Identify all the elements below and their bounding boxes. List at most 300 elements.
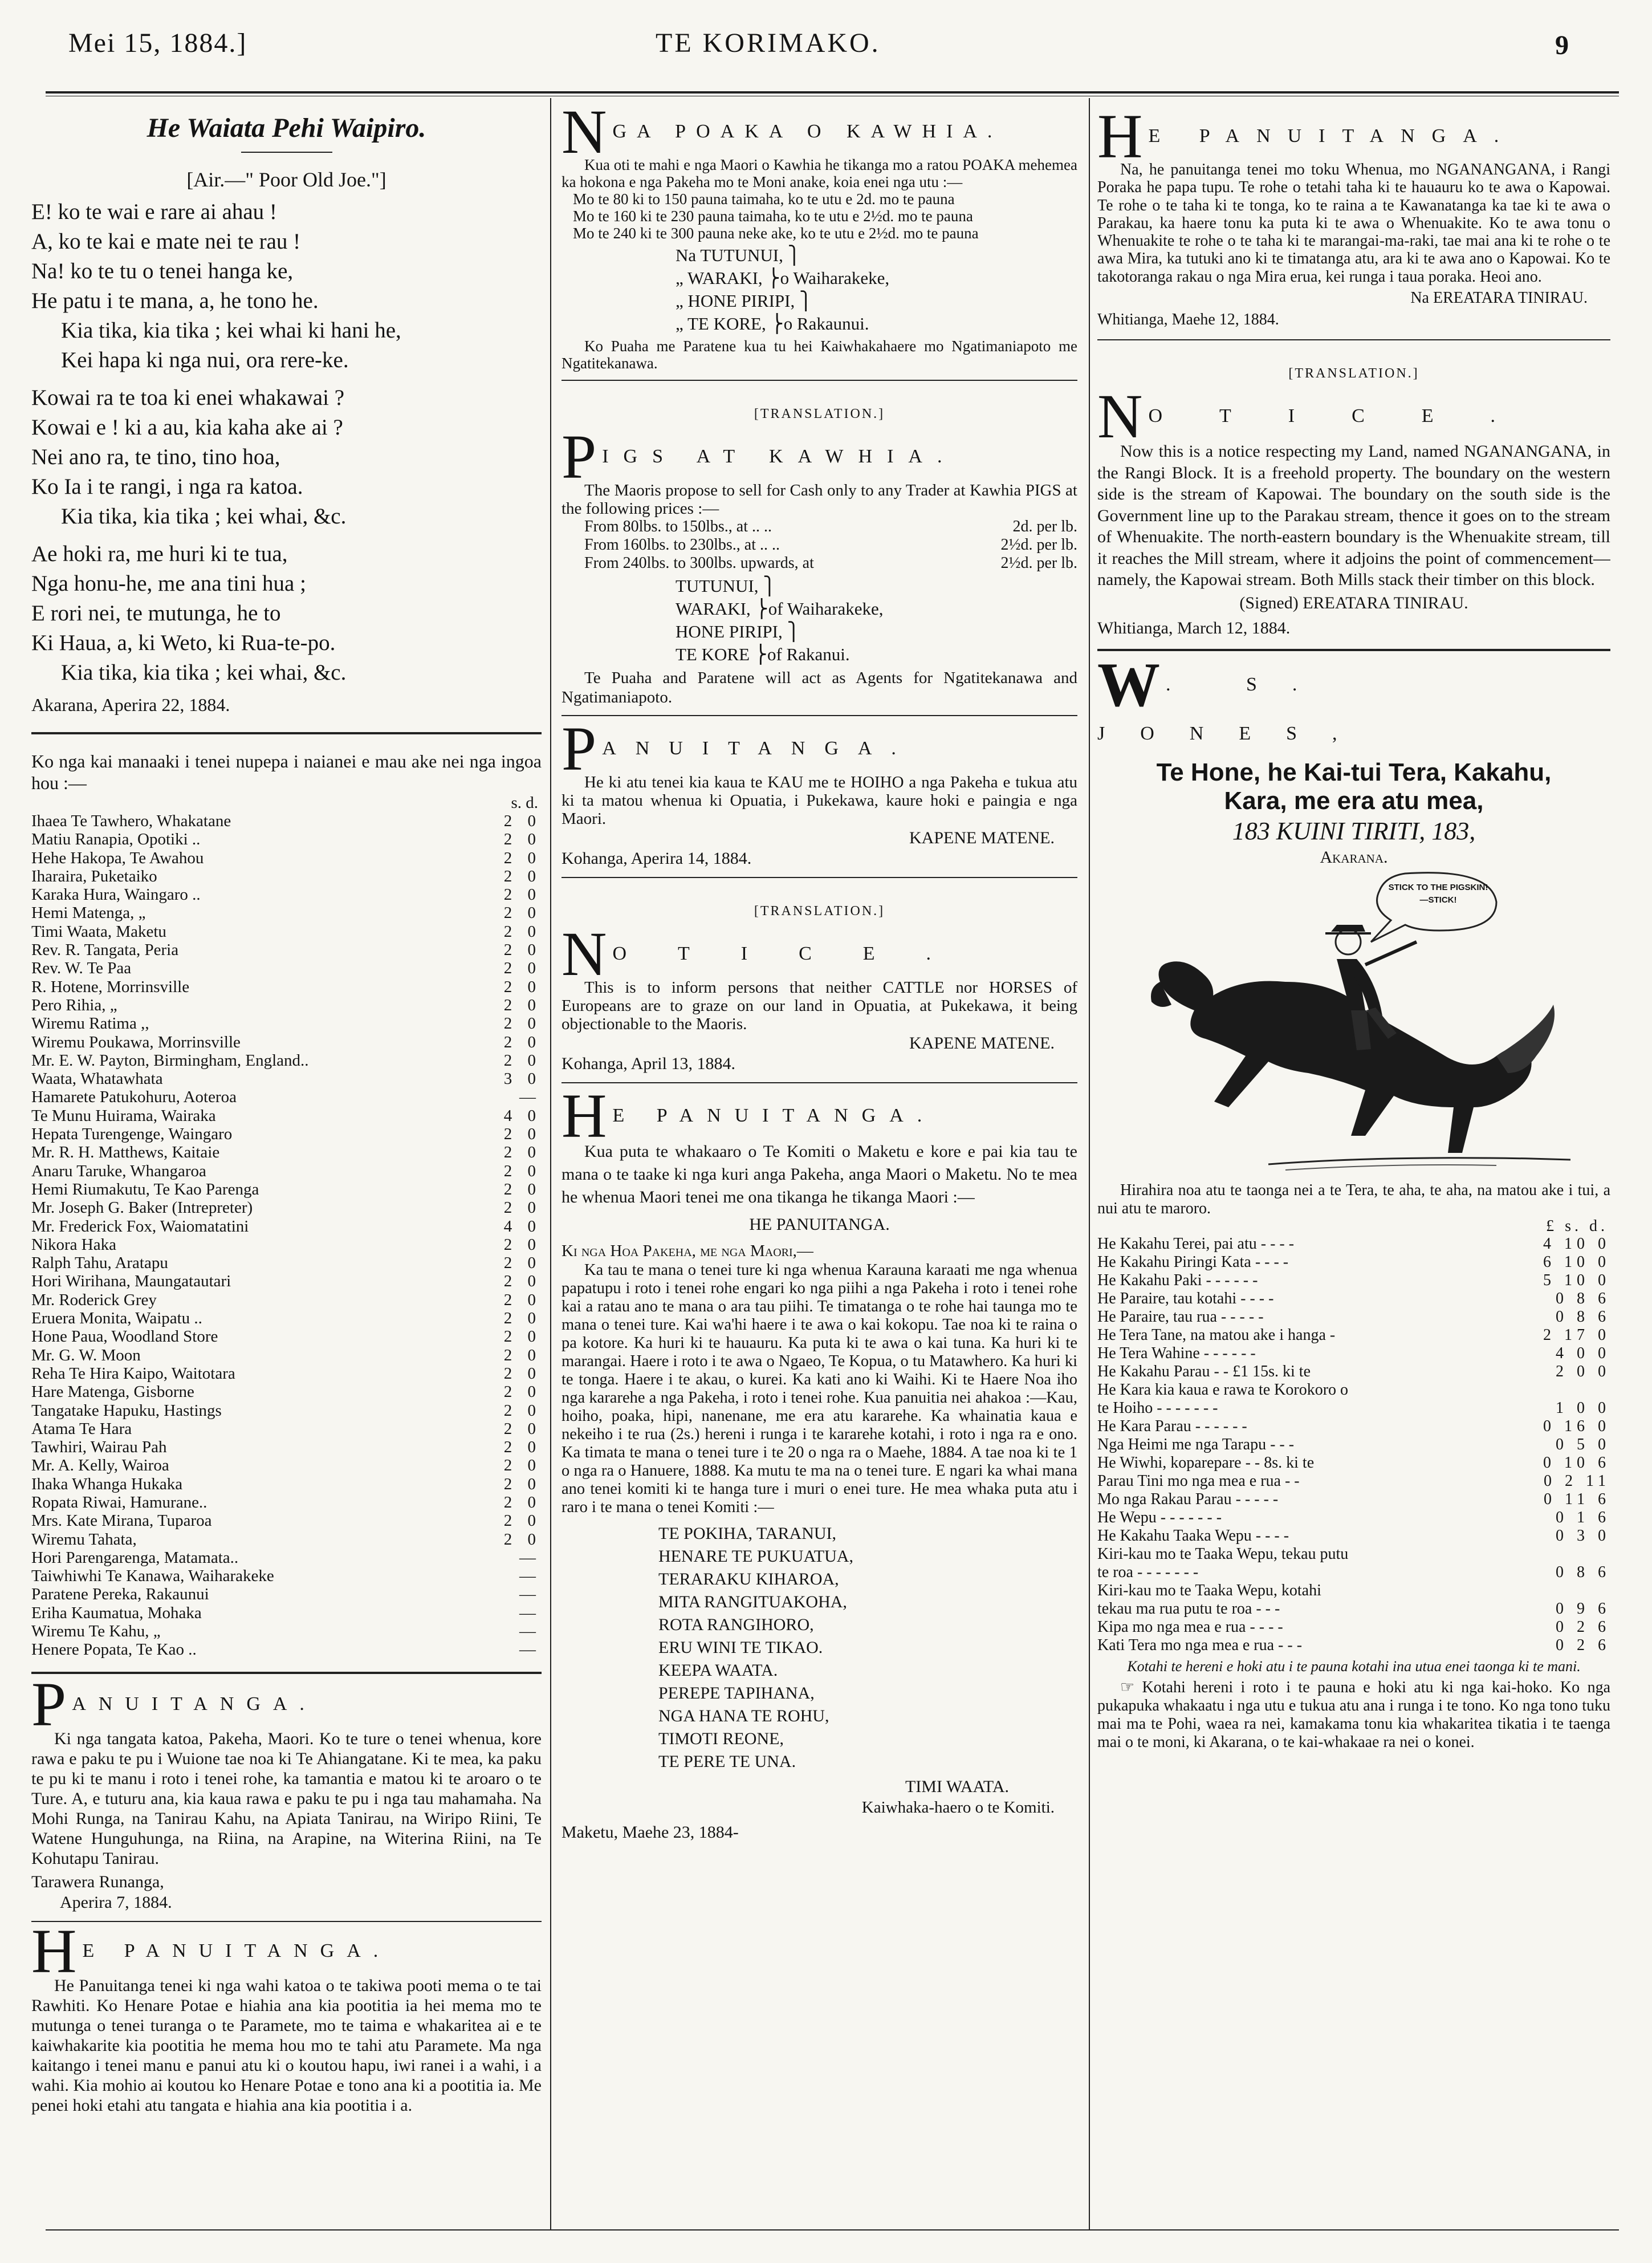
- item-name: He Kara kia kaua e rawa te Korokoro o: [1097, 1380, 1349, 1399]
- item-price: [1525, 1381, 1610, 1399]
- subscriber-amount: 4 0: [503, 1106, 542, 1125]
- committee-member: NGA HANA TE ROHU,: [658, 1707, 829, 1725]
- subscriber-amount: 2 0: [503, 977, 542, 996]
- item-price: 0 5 0: [1556, 1435, 1610, 1453]
- issue-date: Mei 15, 1884.]: [68, 28, 247, 58]
- section-rule: [1097, 649, 1610, 651]
- section-heading: E PANUITANGA.: [612, 1105, 936, 1126]
- subscriber-amount: 2 0: [503, 1493, 542, 1512]
- subscriber-name: Paratene Pereka, Rakaunui: [31, 1585, 209, 1604]
- item-price: 0 16 0: [1543, 1417, 1610, 1435]
- price-row: [1097, 1363, 1610, 1381]
- drop-cap: N: [561, 919, 607, 989]
- subscriber-name: Eruera Monita, Waipatu ..: [31, 1309, 202, 1328]
- item-name: tekau ma rua putu te roa - - -: [1097, 1599, 1280, 1618]
- subscriber-row: [31, 1272, 542, 1290]
- subscriber-amount: 2 0: [503, 1309, 542, 1328]
- drop-cap: P: [31, 1679, 67, 1739]
- price-row: [1097, 1308, 1610, 1326]
- item-name: He Kakahu Taaka Wepu - - - -: [1097, 1526, 1289, 1545]
- komiti-signature-title: Kaiwhaka-haero o te Komiti.: [861, 1798, 1055, 1817]
- price-rate-row: [584, 554, 1077, 572]
- subscriber-row: [31, 1346, 542, 1364]
- price-row: [1097, 1509, 1610, 1527]
- item-price: 0 2 6: [1556, 1636, 1610, 1654]
- section-rule: [1097, 339, 1610, 340]
- poem-line: Kia tika, kia tika ; kei whai ki hani he,: [61, 318, 401, 343]
- item-price: 5 10 0: [1543, 1271, 1610, 1289]
- subscriber-row: [31, 978, 542, 996]
- price-row: [1097, 1454, 1610, 1472]
- subscriber-name: Rev. R. Tangata, Peria: [31, 941, 179, 960]
- rate-range: From 240lbs. to 300lbs. upwards, at: [584, 554, 814, 572]
- committee-member: TE POKIHA, TARANUI,: [658, 1524, 837, 1543]
- subscriber-amount: 2 0: [503, 1033, 542, 1051]
- notice-date: Whitianga, March 12, 1884.: [1097, 618, 1291, 637]
- subscriber-row: [31, 1088, 542, 1106]
- item-name: He Kakahu Parau - - £1 15s. ki te: [1097, 1362, 1311, 1380]
- subscriber-row: [31, 1051, 542, 1070]
- subscriber-name: Hepata Turengenge, Waingaro: [31, 1125, 233, 1144]
- subscriber-name: Wiremu Poukawa, Morrinsville: [31, 1033, 241, 1051]
- item-name: He Kakahu Piringi Kata - - - -: [1097, 1253, 1289, 1271]
- item-name: He Tera Tane, na matou ake i hanga -: [1097, 1326, 1336, 1344]
- subscriber-name: Nikora Haka: [31, 1235, 116, 1254]
- committee-member: ROTA RANGIHORO,: [658, 1615, 814, 1634]
- subscriber-name: Tangatake Hapuku, Hastings: [31, 1401, 222, 1420]
- subscriber-amount: 2 0: [503, 830, 542, 849]
- subscriber-row: [31, 1033, 542, 1051]
- item-name: He Wiwhi, koparepare - - 8s. ki te: [1097, 1453, 1315, 1472]
- price-row: [1097, 1344, 1610, 1363]
- subscriber-row: [31, 1585, 542, 1603]
- title-rule: [241, 152, 332, 153]
- masthead-rule: [46, 91, 1619, 94]
- subscriber-row: [31, 1512, 542, 1530]
- subscriber-name: Wiremu Te Kahu, „: [31, 1622, 161, 1641]
- item-name: Kiri-kau mo te Taaka Wepu, kotahi: [1097, 1581, 1321, 1599]
- poem-line: Nei ano ra, te tino, tino hoa,: [31, 445, 280, 469]
- committee-member: KEEPA WAATA.: [658, 1661, 778, 1680]
- subscriber-row: [31, 1475, 542, 1493]
- signatory-line: WARAKI, ⎬of Waiharakeke,: [676, 599, 884, 619]
- subscriber-amount: 2 0: [503, 922, 542, 941]
- page-bottom-rule: [46, 2229, 1619, 2231]
- waiata-verses: [31, 197, 542, 688]
- rate-price: 2½d. per lb.: [1000, 536, 1077, 554]
- poem-line: E! ko te wai e rare ai ahau !: [31, 200, 277, 224]
- rate-line: Mo te 80 ki to 150 pauna taimaha, ko te utu e 2d. mo te pauna: [573, 190, 955, 208]
- section-heading: OTICE.: [1148, 405, 1553, 427]
- section-heading: ANUITANGA.: [72, 1693, 317, 1714]
- poaka-agents: Ko Puaha me Paratene kua tu hei Kaiwhakahaere mo Ngatimaniapoto me Ngatitekanawa.: [561, 338, 1077, 372]
- item-name: Parau Tini mo nga mea e rua - -: [1097, 1472, 1300, 1490]
- panui-left-2: [31, 1927, 542, 2115]
- price-row: [1097, 1472, 1610, 1490]
- item-price: 6 10 0: [1543, 1253, 1610, 1271]
- item-price: 0 8 6: [1556, 1307, 1610, 1326]
- subscriber-row: [31, 1401, 542, 1420]
- poaka-body: Kua oti te mahi e nga Maori o Kawhia he tikanga mo a ratou POAKA mehemea ka hokona e nga Pakeha mo te Moni anake, koia enei nga utu :—: [561, 156, 1077, 190]
- rate-line: Mo te 160 ki te 230 pauna taimaha, ko te utu e 2½d. mo te pauna: [573, 208, 973, 225]
- subscriber-amount: —: [519, 1622, 542, 1641]
- panui-signature: KAPENE MATENE.: [909, 828, 1055, 847]
- pigs-notice: [561, 389, 1077, 707]
- subscriber-amount: 2 0: [503, 1051, 542, 1070]
- panui-middle: [561, 724, 1077, 869]
- jones-line-2: Kara, me era atu mea,: [1224, 786, 1484, 815]
- panui-body: Ki nga tangata katoa, Pakeha, Maori. Ko te ture o tenei whenua, kore rawa e paku te pu i Wuione tae noa ki Te Ahiangatane. Ki te mea, ka paku te pu ki te manu i roto i tenei rohe, ka tamantia e matou ki te aroaro o te Ture. A, e tuturu ana, kia kaua rawa e paku te pu i nga tau mahamaha. Na Mohi Runga, na Tanirau Kahu, na Apiata Tanirau, na Wiripo Riini, Te Watene Hunguhunga, na Riina, na Arapine, na Witerina Riini, na Te Kohutapu Tanirau.: [31, 1729, 542, 1868]
- committee-member: TIMOTI REONE,: [658, 1729, 784, 1748]
- poaka-rates: [561, 190, 1077, 242]
- subscriber-amount: 2 0: [503, 1401, 542, 1420]
- committee-member: TE PERE TE UNA.: [658, 1752, 796, 1771]
- subscriber-name: Mr. Joseph G. Baker (Intrepreter): [31, 1198, 253, 1217]
- subscriber-row: [31, 1143, 542, 1161]
- item-name: Mo nga Rakau Parau - - - - -: [1097, 1490, 1279, 1508]
- item-name: He Tera Wahine - - - - - -: [1097, 1344, 1256, 1362]
- subscriber-amount: 2 0: [503, 1383, 542, 1401]
- subscriber-name: Iharaira, Puketaiko: [31, 867, 157, 885]
- section-heading: E PANUITANGA.: [82, 1940, 391, 1961]
- subscriber-name: Ralph Tahu, Aratapu: [31, 1254, 168, 1273]
- subscriber-amount: 2 0: [503, 904, 542, 923]
- subscriber-row: [31, 1198, 542, 1217]
- item-price: 0 2 6: [1556, 1618, 1610, 1636]
- subscriber-amount: 2 0: [503, 1530, 542, 1549]
- panui-body: He ki atu tenei kia kaua te KAU me te HOIHO a nga Pakeha e tukua atu ki ta matou whenua ki Opuatia, i Pukekawa, kaure hoki e paingia e nga Maori.: [561, 773, 1077, 828]
- panui-date: Whitianga, Maehe 12, 1884.: [1097, 311, 1279, 329]
- price-row: [1097, 1290, 1610, 1308]
- signatory-line: „ HONE PIRIPI, ⎫: [676, 291, 813, 311]
- price-header: £ s. d.: [1546, 1217, 1608, 1235]
- subscriber-amount: 2 0: [503, 1254, 542, 1273]
- subscriber-row: [31, 1254, 542, 1272]
- item-name: He Paraire, tau rua - - - - -: [1097, 1307, 1264, 1326]
- subscriber-row: [31, 1180, 542, 1198]
- subscriber-name: Henere Popata, Te Kao ..: [31, 1640, 197, 1659]
- item-price: 4 10 0: [1543, 1234, 1610, 1253]
- price-row: [1097, 1436, 1610, 1454]
- subscriber-row: [31, 1162, 542, 1180]
- subscriber-amount: 3 0: [503, 1070, 542, 1088]
- subscriber-name: Rev. W. Te Paa: [31, 959, 132, 978]
- subscriber-name: Wiremu Tahata,: [31, 1530, 137, 1549]
- subscriber-amount: 2 0: [503, 1346, 542, 1364]
- subscriber-name: Mr. Frederick Fox, Waiomatatini: [31, 1217, 249, 1236]
- subscriber-amount: —: [519, 1585, 542, 1604]
- section-rule: [31, 1672, 542, 1674]
- signatory-line: „ WARAKI, ⎬o Waiharakeke,: [676, 268, 890, 288]
- subscriber-row: [31, 812, 542, 830]
- subscriber-amount: 2 0: [503, 867, 542, 885]
- subscriber-name: Mr. Roderick Grey: [31, 1290, 157, 1309]
- drop-cap: P: [561, 724, 597, 783]
- price-row: [1097, 1271, 1610, 1290]
- price-row: [1097, 1618, 1610, 1636]
- subscriber-name: Tawhiri, Wairau Pah: [31, 1438, 167, 1457]
- poem-line: Nga honu-he, me ana tini hua ;: [31, 571, 306, 596]
- panui-body: Na, he panuitanga tenei mo toku Whenua, mo NGANANGANA, i Rangi Poraka he papa tupu. Te rohe o tetahi taha ki te hauauru ko te awa o Kapowai. Te rohe o te taha ki te tonga, ko te raina a te Kawanatanga ka tae ki te awa o Parakau, ka haere tonu ka puta ki te awa o Whenuakite. Ko te awa tonu o Whenuakite te rohe o te taha ki te marangai-ma-raki, tae mai ana ki te rohe o te awa Mira, ka tutuki ano ki te timatanga atu, ara ki te awa ano o Kapowai. Ko te takotoranga rakau o nga Mira erua, kei runga i taua poraka. Heoi ano.: [1097, 161, 1610, 286]
- subscriber-name: Eriha Kaumatua, Mohaka: [31, 1603, 202, 1622]
- item-name: He Kakahu Terei, pai atu - - - -: [1097, 1234, 1295, 1253]
- price-row: [1097, 1600, 1610, 1618]
- subscriber-name: Matiu Ranapia, Opotiki ..: [31, 830, 201, 849]
- subscribers-list: [31, 812, 542, 1659]
- item-price: 0 1 6: [1556, 1508, 1610, 1526]
- waiata-title: He Waiata Pehi Waipiro.: [147, 113, 426, 143]
- section-heading: GA POAKA O KAWHIA.: [612, 121, 1003, 142]
- item-name: He Paraire, tau kotahi - - - -: [1097, 1289, 1274, 1307]
- item-price: 0 11 6: [1544, 1490, 1610, 1508]
- column-middle: [561, 107, 1077, 1843]
- subscriber-amount: 4 0: [503, 1217, 542, 1236]
- item-name: He Kakahu Paki - - - - - -: [1097, 1271, 1258, 1289]
- item-price: 0 9 6: [1556, 1599, 1610, 1618]
- signatory-line: Na TUTUNUI, ⎫: [676, 245, 801, 265]
- subscriber-row: [31, 1420, 542, 1438]
- rate-range: From 160lbs. to 230lbs., at .. ..: [584, 536, 780, 554]
- subscriber-name: Mr. E. W. Payton, Birmingham, England..: [31, 1051, 309, 1070]
- price-row: [1097, 1490, 1610, 1509]
- waiata-air: [Air.—" Poor Old Joe."]: [186, 168, 386, 191]
- notice-middle: [561, 886, 1077, 1074]
- subscriber-amount: —: [519, 1088, 542, 1107]
- subscriber-row: [31, 1291, 542, 1309]
- subscriber-row: [31, 1309, 542, 1327]
- subscriber-amount: 2 0: [503, 1456, 542, 1475]
- section-heading: OTICE.: [612, 943, 983, 964]
- subscriber-name: Hori Wirihana, Maungatautari: [31, 1272, 231, 1291]
- subscriber-row: [31, 1530, 542, 1549]
- section-rule: [31, 732, 542, 734]
- signatory-line: HONE PIRIPI, ⎫: [676, 621, 800, 641]
- item-price: [1525, 1582, 1610, 1600]
- subscriber-name: Timi Waata, Maketu: [31, 922, 166, 941]
- notice-right: [1097, 348, 1610, 641]
- translation-label: [TRANSLATION.]: [754, 407, 885, 421]
- komiti-signature: TIMI WAATA.: [905, 1777, 1009, 1796]
- subscriber-amount: 2 0: [503, 1143, 542, 1162]
- section-heading: . S. JONES,: [1097, 673, 1373, 744]
- item-price: [1525, 1545, 1610, 1563]
- jones-city: Akarana.: [1320, 847, 1388, 867]
- panui-place: Tarawera Runanga,: [31, 1872, 164, 1891]
- notice-body: Now this is a notice respecting my Land, named NGANANGANA, in the Rangi Block. It is a freehold property. The boundary on the western side is the stream of Kapowai. The boundary on the south side is the Government line up to the Parakau stream, thence it goes on to the stream of Whenuakite. The north-eastern boundary is the Whenuakite stream, till it reaches the Mill stream, where it adjoins the point of commencement—namely, the Kapowai stream. Both Mills stack their timber on this block.: [1097, 442, 1610, 590]
- subscriber-name: Hehe Hakopa, Te Awahou: [31, 848, 204, 867]
- subscriber-name: Hamarete Patukohuru, Aoteroa: [31, 1088, 237, 1107]
- subscriber-name: Hori Parengarenga, Matamata..: [31, 1548, 239, 1567]
- drop-cap: H: [31, 1926, 77, 1986]
- drop-cap: H: [561, 1091, 607, 1151]
- subscribers-intro: Ko nga kai manaaki i tenei nupepa i naianei e mau ake nei nga ingoa hou :—: [31, 751, 542, 793]
- poaka-notice: [561, 107, 1077, 372]
- subscriber-row: [31, 1549, 542, 1567]
- item-price: 0 8 6: [1556, 1289, 1610, 1307]
- subscriber-name: Mrs. Kate Mirana, Tuparoa: [31, 1512, 212, 1530]
- subscriber-amount: 2 0: [503, 1272, 542, 1291]
- item-price: 0 2 11: [1544, 1472, 1610, 1490]
- subscriber-amount: 2 0: [503, 1014, 542, 1033]
- committee-member: HENARE TE PUKUATUA,: [658, 1547, 853, 1566]
- column-left: [31, 108, 542, 2115]
- subscriber-amount: 2 0: [503, 1474, 542, 1493]
- item-name: He Wepu - - - - - - -: [1097, 1508, 1222, 1526]
- poem-line: Ae hoki ra, me huri ki te tua,: [31, 542, 288, 566]
- drop-cap: H: [1097, 112, 1143, 171]
- subscriber-row: [31, 1383, 542, 1401]
- poem-line: Kia tika, kia tika ; kei whai, &c.: [61, 504, 347, 529]
- subscriber-name: Mr. R. H. Matthews, Kaitaie: [31, 1143, 220, 1162]
- item-name: te roa - - - - - - -: [1097, 1563, 1199, 1581]
- section-rule: [561, 877, 1077, 878]
- subscriber-name: Hare Matenga, Gisborne: [31, 1383, 194, 1401]
- subscriber-name: Te Munu Huirama, Wairaka: [31, 1106, 216, 1125]
- committee-member: MITA RANGITUAKOHA,: [658, 1592, 847, 1611]
- drop-cap: P: [561, 422, 597, 491]
- poaka-names: [561, 244, 1077, 335]
- item-price: 2 17 0: [1543, 1326, 1610, 1344]
- item-name: Kati Tera mo nga mea e rua - - -: [1097, 1636, 1303, 1654]
- price-row: [1097, 1253, 1610, 1271]
- committee-member: PEREPE TAPIHANA,: [658, 1684, 815, 1703]
- subscriber-row: [31, 1107, 542, 1125]
- committee-member: TERARAKU KIHAROA,: [658, 1570, 839, 1588]
- subscriber-name: Pero Rihia, „: [31, 996, 117, 1014]
- jones-note: Kotahi te hereni e hoki atu i te pauna kotahi ina utua enei taonga ki te mani.: [1127, 1657, 1581, 1675]
- poem-line: A, ko te kai e mate nei te rau !: [31, 229, 301, 254]
- subscriber-amount: 2 0: [503, 1419, 542, 1438]
- pigs-rates: [561, 518, 1077, 572]
- price-row: [1097, 1417, 1610, 1436]
- komiti-date: Maketu, Maehe 23, 1884-: [561, 1823, 739, 1842]
- pigs-names: [561, 575, 1077, 666]
- section-rule: [561, 1082, 1077, 1083]
- subscriber-row: [31, 1604, 542, 1622]
- pigs-body: The Maoris propose to sell for Cash only to any Trader at Kawhia PIGS at the following prices :—: [561, 481, 1077, 518]
- subscriber-amount: 2 0: [503, 1327, 542, 1346]
- komiti-notice: [561, 1091, 1077, 1843]
- subscriber-row: [31, 1236, 542, 1254]
- subscriber-amount: 2 0: [503, 959, 542, 978]
- subscriber-amount: 2 0: [503, 1161, 542, 1180]
- poem-line: Kia tika, kia tika ; kei whai, &c.: [61, 660, 347, 685]
- price-list: [1097, 1235, 1610, 1655]
- section-heading: IGS AT KAWHIA.: [602, 446, 957, 467]
- poem-line: He patu i te mana, a, he tono he.: [31, 289, 319, 313]
- item-name: Kiri-kau mo te Taaka Wepu, tekau putu: [1097, 1545, 1349, 1563]
- bucking-horse-illustration: [1097, 868, 1610, 1181]
- subscriber-row: [31, 1493, 542, 1512]
- jones-footer: ☞ Kotahi hereni i roto i te pauna e hoki atu ki nga kai-hoko. Ko nga pukapuka whakaatu i nga utu e tukua atu ana i runga i te tono. Ko nga tono tuku mai ma te Pohi, waea ra nei, kamakama tonu kia whakaritea tikatia i te taenga mai o te moni, ki Akarana, o te kai-whakaae ra nei o konei.: [1097, 1678, 1610, 1751]
- poem-line: E rori nei, te mutunga, he to: [31, 601, 281, 625]
- item-price: 1 0 0: [1556, 1399, 1610, 1417]
- subscriber-row: [31, 1217, 542, 1236]
- translation-label: [TRANSLATION.]: [754, 904, 885, 919]
- section-rule: [561, 380, 1077, 381]
- panui-left-1: [31, 1680, 542, 1913]
- subscriber-amount: —: [519, 1603, 542, 1622]
- komiti-body2: Ka tau te mana o tenei ture ki nga whenua Karauna karaati me nga whenua papatupu i roto i tenei rohe engari ko nga piihi a nga Pakeha i roto i tenei rohe kai a ratau ano te mana o ara tau piihi. Te timatanga o te rohe hai taunga mo te mana o tenei ture. Kai wa'hi haere i te awa o kai kokopu. Tae noa ki te raina o pa kotore. Ka huri ki te hauauru. Ka puta ki te awa o kai tuna. Ka huri ki te marangai. Haere i roto i te awa o Ngaeo, Te Kopua, o tu Matawhero. Ka huri ki te tonga. Haere i te akau, o kurei. Ka kati ano ki Waihi. Ki te Haere Noa iho nga kararehe a nga Pakeha, i roto i tenei rohe. Kua panuitia nei ahakoa :—Kau, hoiho, poaka, hipi, nanenane, me era atu kararehe. Ka whainatia kaua e nekeiho i te rua (2s.) hereni i runga i te kararehe kotahi, i roto i nga ra e ono. Ka timata te mana o tenei ture i te 20 o nga ra o Maehe, 1884. A tae noa ki te 1 o nga ra o Hanuere, 1888. Ka mutu te ma na o tenei ture. E ngari ka whai mana ano tenei komiti ki te hanga ture i muri o enei ture. He mea whaka puta atu i raro i te mana o tenei Komiti :—: [561, 1261, 1077, 1516]
- subscriber-amount: 2 0: [503, 1290, 542, 1309]
- signatory-line: „ TE KORE, ⎬o Rakaunui.: [676, 314, 869, 334]
- subscriber-name: Mr. G. W. Moon: [31, 1346, 141, 1364]
- subscriber-row: [31, 1456, 542, 1474]
- subscriber-row: [31, 904, 542, 922]
- subscriber-name: Taiwhiwhi Te Kanawa, Waiharakeke: [31, 1567, 274, 1586]
- signatory-line: TUTUNUI, ⎫: [676, 576, 776, 596]
- subscriber-row: [31, 830, 542, 848]
- subscriber-amount: 2 0: [503, 885, 542, 904]
- subscriber-amount: 2 0: [503, 1512, 542, 1530]
- waiata-signoff: Akarana, Aperira 22, 1884.: [31, 694, 230, 715]
- rate-line: Mo te 240 ki te 300 pauna neke ake, ko te utu e 2½d. mo te pauna: [573, 225, 979, 242]
- panui-body: He Panuitanga tenei ki nga wahi katoa o te takiwa pooti mema o te tai Rawhiti. Ko Henare Potae e hiahia ana kia pootitia ia hei mema mo te mutunga o tenei turanga o te Paramete, mo te taima e whakaritea ai e te kaiwhakarite kia pootitia he mema hou mo te tahi atu Paramete. Ma nga kaitango i tenei manu e panui atu ki o koutou hapu, iwi ranei i a wahi, i a wahi. Kia mohio ai koutou ko Henare Potae e tono ana ki a pootitia ia. Me penei hoki etahi atu tangata e hiahia ana kia pootitia i a.: [31, 1976, 542, 2115]
- drop-cap: N: [561, 107, 607, 166]
- subscriber-row: [31, 885, 542, 904]
- subscriber-amount: 2 0: [503, 996, 542, 1014]
- price-row: [1097, 1636, 1610, 1655]
- poem-line: Kowai ra te toa ki enei whakawai ?: [31, 385, 345, 410]
- jones-advertisement: [1097, 660, 1610, 1752]
- item-name: Nga Heimi me nga Tarapu - - -: [1097, 1435, 1295, 1453]
- komiti-greeting: Ki nga Hoa Pakeha, me nga Maori,—: [561, 1242, 813, 1260]
- subscriber-name: Reha Te Hira Kaipo, Waitotara: [31, 1364, 235, 1383]
- subscriber-amount: 2 0: [503, 848, 542, 867]
- subscriber-name: Hone Paua, Woodland Store: [31, 1327, 218, 1346]
- item-name: Kipa mo nga mea e rua - - - -: [1097, 1618, 1283, 1636]
- subscribers-header: s. d.: [511, 794, 538, 812]
- pigs-agents: Te Puaha and Paratene will act as Agents for Ngatitekanawa and Ngatimaniapoto.: [561, 669, 1077, 706]
- item-name: te Hoiho - - - - - - -: [1097, 1399, 1218, 1417]
- jones-line-1: Te Hone, he Kai-tui Tera, Kakahu,: [1156, 758, 1552, 786]
- panui-right: [1097, 112, 1610, 331]
- price-rate-row: [584, 518, 1077, 536]
- subscriber-name: Ihaka Whanga Hukaka: [31, 1474, 183, 1493]
- panui-signature: Na EREATARA TINIRAU.: [1410, 289, 1588, 307]
- drop-cap: W: [1097, 660, 1160, 720]
- poem-line: Na! ko te tu o tenei hanga ke,: [31, 259, 294, 283]
- price-row: [1097, 1235, 1610, 1253]
- poem-line: Ki Haua, a, ki Weto, ki Rua-te-po.: [31, 631, 336, 655]
- price-row: [1097, 1527, 1610, 1545]
- panui-date: Aperira 7, 1884.: [60, 1892, 172, 1912]
- price-rate-row: [584, 536, 1077, 554]
- komiti-body: Kua puta te whakaaro o Te Komiti o Maketu e kore e pai kia tau te mana o te taake ki nga kuri anga Pakeha, anga Maori o Maketu. No te mea he whenua Maori tenei me ona tikanga he tikanga Maori :—: [561, 1142, 1077, 1206]
- subscriber-name: Waata, Whatawhata: [31, 1070, 163, 1088]
- subscriber-name: R. Hotene, Morrinsville: [31, 977, 190, 996]
- subscriber-row: [31, 1327, 542, 1346]
- subscriber-name: Karaka Hura, Waingaro ..: [31, 885, 201, 904]
- drop-cap: N: [1097, 381, 1143, 452]
- subscriber-row: [31, 1364, 542, 1383]
- page-number: 9: [1555, 30, 1570, 60]
- subscriber-row: [31, 1640, 542, 1659]
- subscriber-amount: —: [519, 1548, 542, 1567]
- subscriber-name: Anaru Taruke, Whangaroa: [31, 1161, 206, 1180]
- subscriber-name: Ihaea Te Tawhero, Whakatane: [31, 812, 231, 830]
- price-row: [1097, 1381, 1610, 1399]
- signatory-line: TE KORE ⎬of Rakanui.: [676, 644, 850, 664]
- subscriber-row: [31, 1567, 542, 1585]
- subscriber-amount: 2 0: [503, 1180, 542, 1198]
- item-price: 0 8 6: [1556, 1563, 1610, 1581]
- subscriber-row: [31, 1125, 542, 1143]
- item-price: 0 3 0: [1556, 1526, 1610, 1545]
- subscriber-row: [31, 849, 542, 867]
- notice-signature: KAPENE MATENE.: [909, 1034, 1055, 1053]
- subscriber-name: Hemi Riumakutu, Te Kao Parenga: [31, 1180, 259, 1198]
